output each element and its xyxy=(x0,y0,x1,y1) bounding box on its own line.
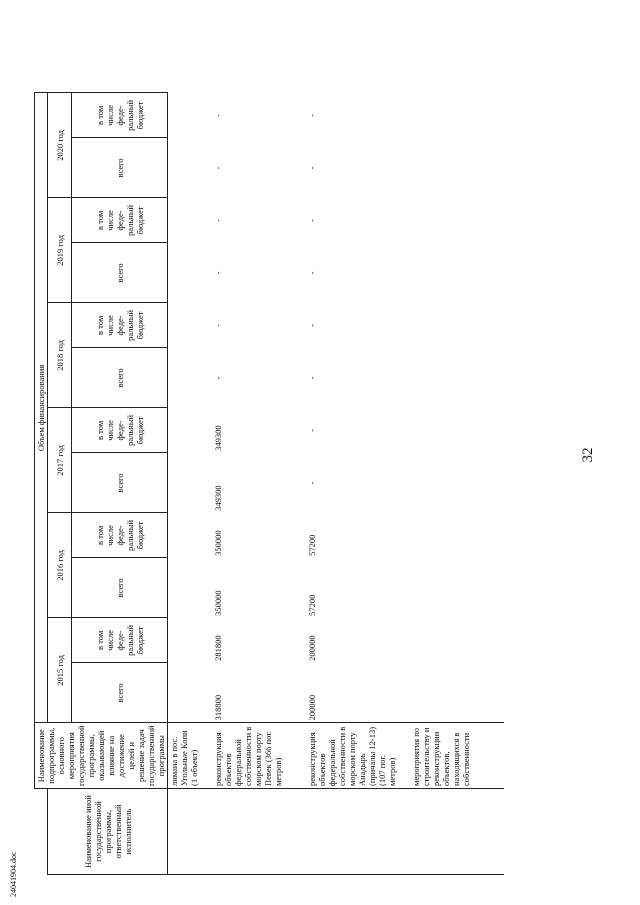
funding-table xyxy=(34,92,504,875)
header-federal: в том числе феде-ральный бюджет xyxy=(72,303,168,348)
row-value: 57200 xyxy=(306,594,317,616)
header-funding: Объем финансирования xyxy=(35,93,48,723)
row-value: 318800 xyxy=(212,694,223,721)
row-value: - xyxy=(306,218,317,222)
row-value: - xyxy=(212,218,223,222)
row-value: - xyxy=(212,271,223,275)
doc-id: 24041904.doc xyxy=(9,851,18,897)
row-value: - xyxy=(306,428,317,432)
row-value: - xyxy=(306,481,317,485)
year-header: 2020 год xyxy=(48,93,72,198)
year-header: 2017 год xyxy=(48,408,72,513)
year-header: 2019 год xyxy=(48,198,72,303)
row-name: реконструкция объектов федеральной собственности в морском порту Анадырь (причалы 12-13) (107 пог. метров) xyxy=(306,723,410,789)
row-value: - xyxy=(306,323,317,327)
row-value: - xyxy=(306,113,317,117)
row-name: мероприятия по строительству и реконструкции объектов, находящихся в собственности xyxy=(410,723,504,789)
row-value: 349300 xyxy=(212,485,223,511)
row-value: - xyxy=(306,166,317,170)
row-value: - xyxy=(306,376,317,380)
row-value: - xyxy=(306,271,317,275)
row-value: - xyxy=(212,113,223,117)
row-value: - xyxy=(212,323,223,327)
row-value: 200000 xyxy=(306,635,317,661)
row-value: 281800 xyxy=(212,635,223,661)
header-federal: в том числе феде-ральный бюджет xyxy=(72,408,168,453)
year-header: 2016 год xyxy=(48,513,72,618)
page-number: 32 xyxy=(580,447,596,463)
year-header: 2018 год xyxy=(48,303,72,408)
header-total: всего xyxy=(72,348,168,408)
header-total: всего xyxy=(72,243,168,303)
row-name: реконструкция объектов федеральной собственности в морском порту Певек (366 пог. метров) xyxy=(212,723,306,789)
header-federal: в том числе феде-ральный бюджет xyxy=(72,618,168,663)
row-value: - xyxy=(212,166,223,170)
header-total: всего xyxy=(72,453,168,513)
row-value: 350000 xyxy=(212,530,223,556)
row-value: 350000 xyxy=(212,590,223,616)
header-subprogram: Наименование подпрограммы, основного мероприятия государственной программы, оказывающей влияние на достижение целей и решение задач государственной программы xyxy=(35,723,168,789)
header-federal: в том числе феде-ральный бюджет xyxy=(72,513,168,558)
row-name: лимана в пос. Угольные Копи (1 объект) xyxy=(168,723,212,789)
header-program: Наименование иной государственной программы, ответственный исполнитель xyxy=(48,789,168,875)
header-total: всего xyxy=(72,138,168,198)
header-total: всего xyxy=(72,663,168,723)
header-total: всего xyxy=(72,558,168,618)
header-federal: в том числе феде-ральный бюджет xyxy=(72,93,168,138)
row-value: 349300 xyxy=(212,425,223,451)
year-header: 2015 год xyxy=(48,618,72,723)
row-value: - xyxy=(212,376,223,380)
row-value: 200000 xyxy=(306,694,317,721)
row-value: 57200 xyxy=(306,534,317,556)
header-federal: в том числе феде-ральный бюджет xyxy=(72,198,168,243)
